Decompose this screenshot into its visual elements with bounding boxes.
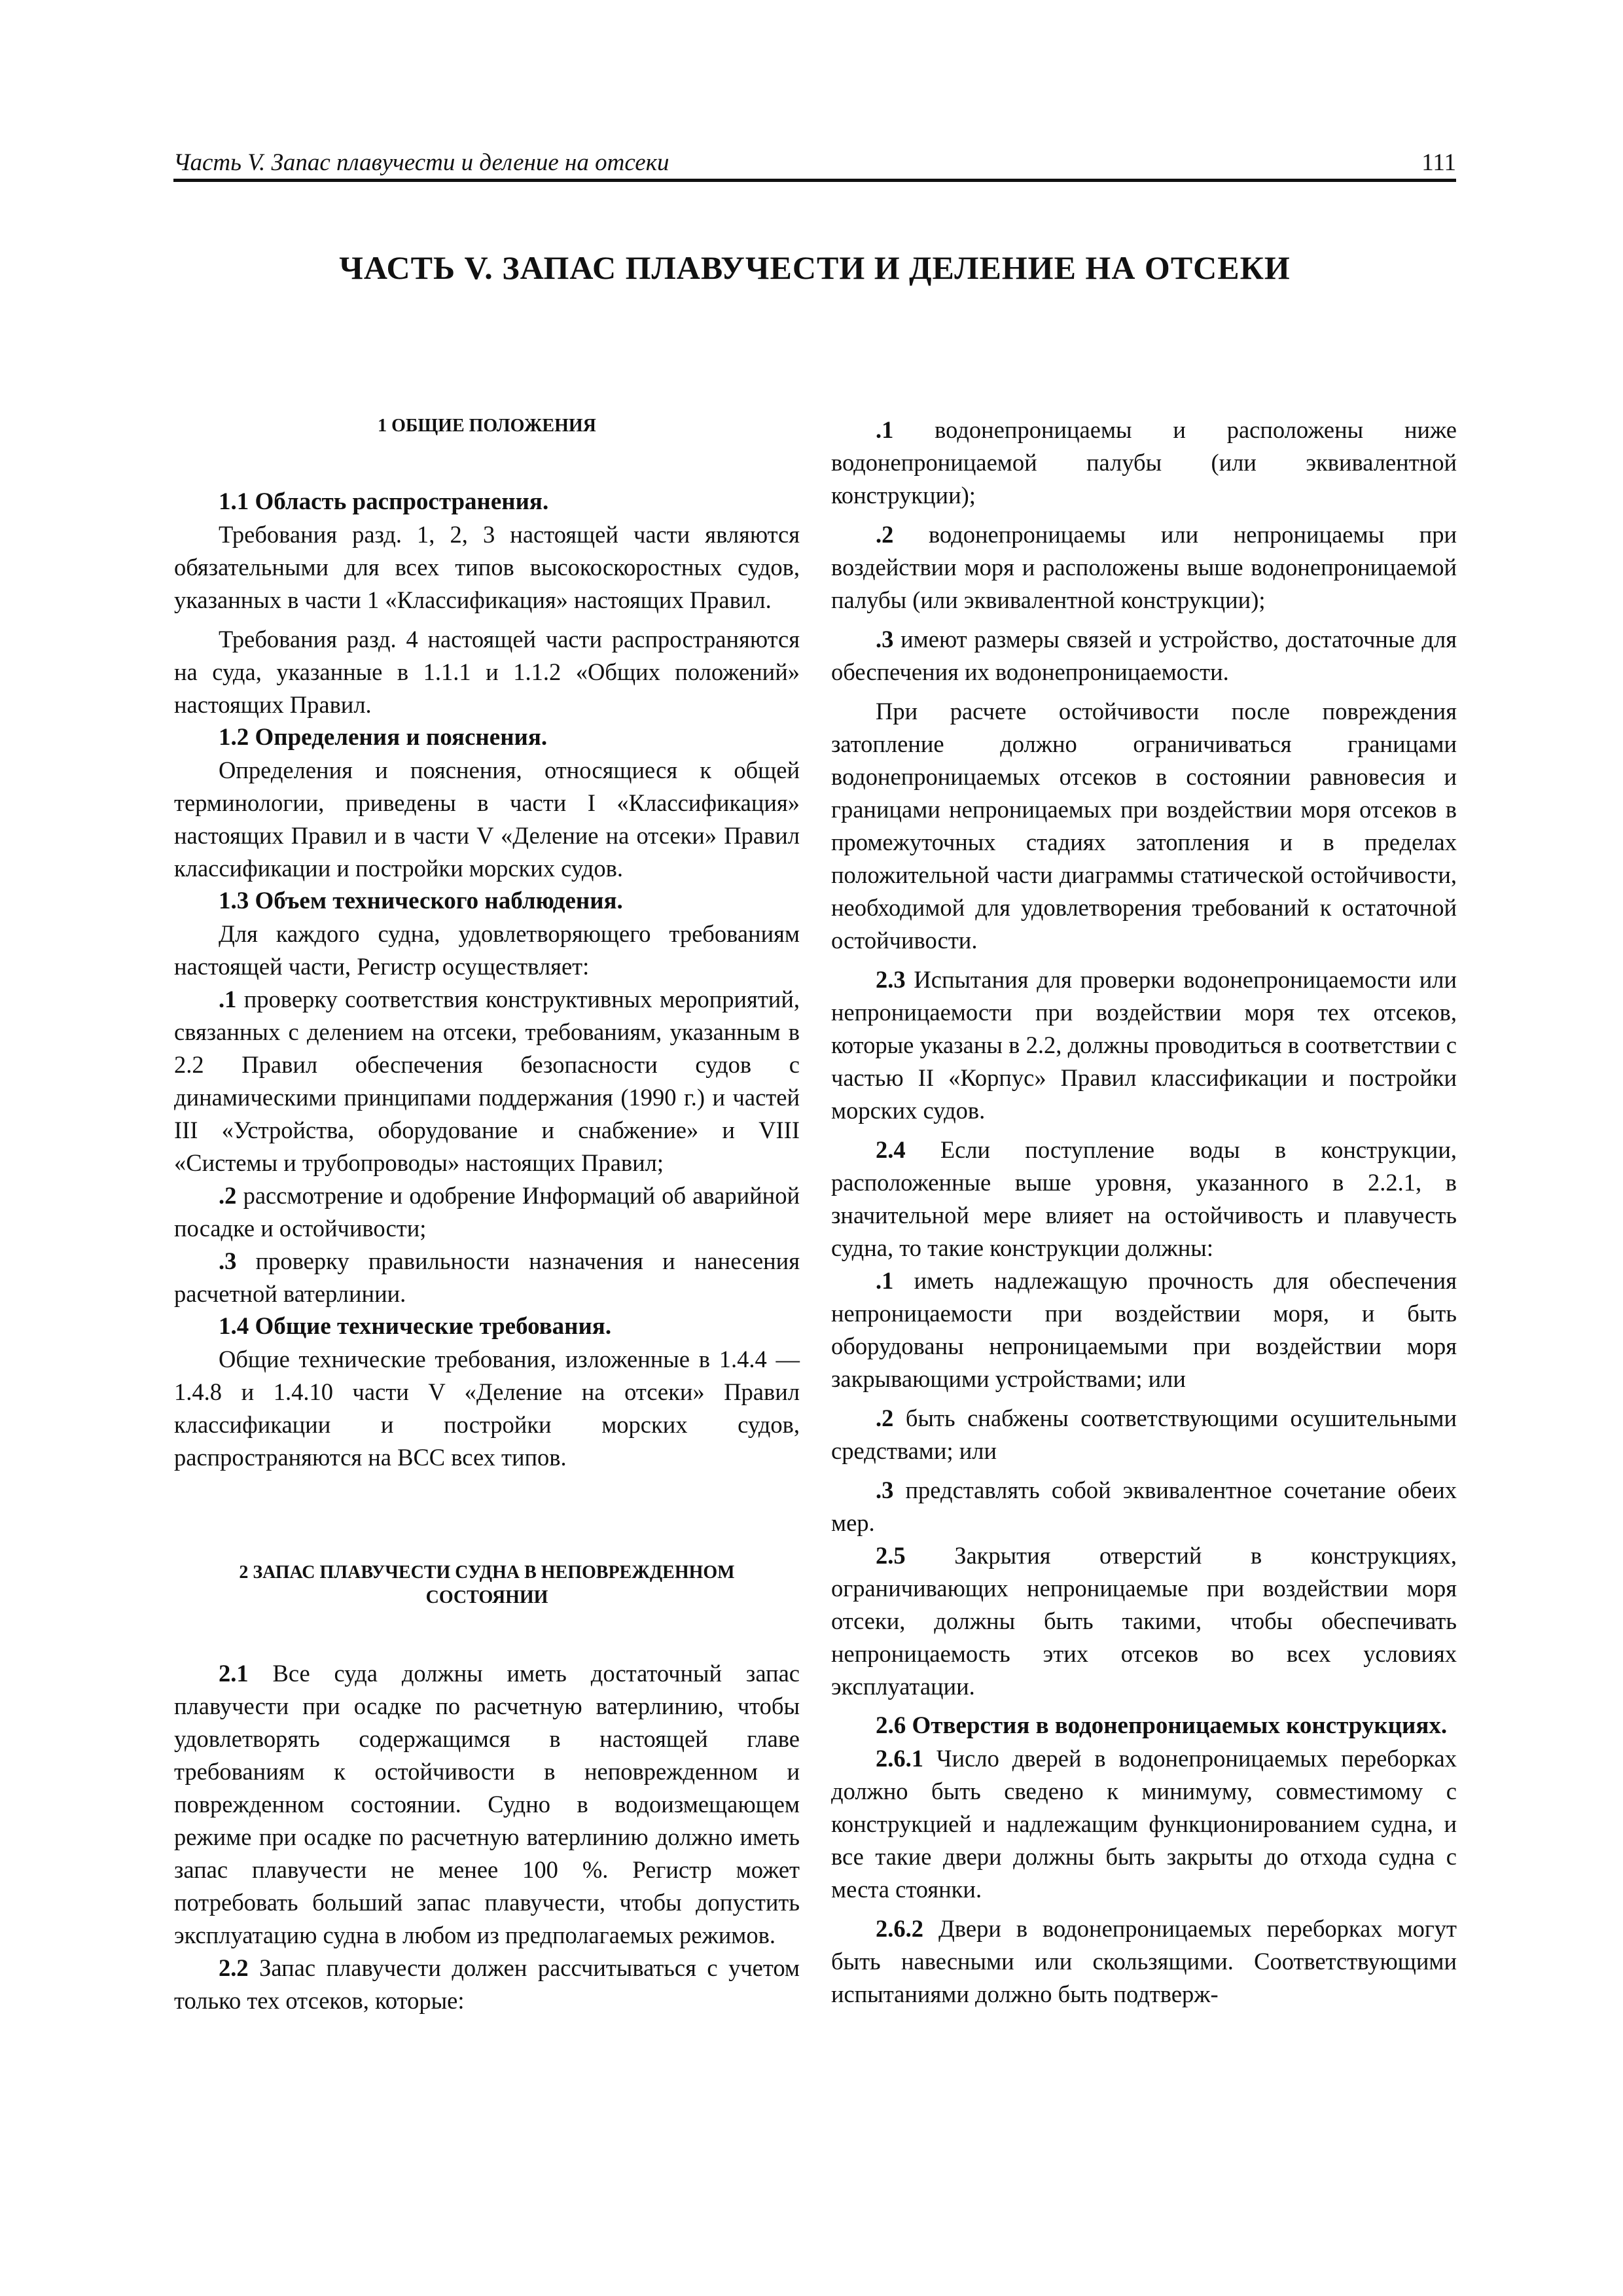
paragraph-2-6-2	[831, 1912, 1457, 2011]
list-number: .2	[876, 521, 894, 548]
running-title: Часть V. Запас плавучести и деление на отсеки	[173, 149, 669, 176]
list-number: .3	[876, 1477, 894, 1503]
clause-text: Если поступление воды в конструкции, расположенные выше уровня, указанного в 2.2.1, в значительной мере влияет на остойчивость и плавучесть судна, то такие конструкции должны:	[831, 1136, 1457, 1261]
list-item-2-2-3	[831, 623, 1457, 689]
running-header	[173, 144, 1456, 182]
paragraph-1-2: Определения и пояснения, относящиеся к общей терминологии, приведены в части I «Классификация» настоящих Правил и в части V «Деление на отсеки» Правил классификации и постройки морских судов.	[174, 757, 800, 882]
paragraph-2-4	[831, 1134, 1457, 1265]
clause-number: 2.6.1	[876, 1745, 923, 1772]
heading-1-2: 1.2 Определения и пояснения.	[219, 724, 548, 751]
clause-number: 2.1	[219, 1660, 249, 1687]
clause-text: Испытания для проверки водонепроницаемости или непроницаемости при воздействии моря тех отсеков, которые указаны в 2.2, должны проводиться в соответствии с частью II «Корпус» Правил классификации и постройки морских судов.	[831, 966, 1457, 1124]
header-rule	[173, 179, 1456, 182]
list-number: .2	[219, 1182, 237, 1209]
paragraph-2-3	[831, 963, 1457, 1127]
part-title: ЧАСТЬ V. ЗАПАС ПЛАВУЧЕСТИ И ДЕЛЕНИЕ НА ОТСЕКИ	[339, 249, 1291, 286]
heading-1-3: 1.3 Объем технического наблюдения.	[219, 888, 623, 914]
list-text: иметь надлежащую прочность для обеспечения непроницаемости при воздействии моря, и быть оборудованы непроницаемыми при воздействии моря закрывающими устройствами; или	[831, 1267, 1457, 1392]
list-item-2-4-3	[831, 1474, 1457, 1539]
paragraph-2-6-1	[831, 1742, 1457, 1906]
paragraph-2-2	[174, 1952, 800, 2017]
clause-number: 2.4	[876, 1136, 906, 1163]
list-text: водонепроницаемы и расположены ниже водонепроницаемой палубы (или эквивалентной конструкции);	[831, 416, 1457, 509]
right-column	[831, 414, 1457, 2011]
paragraph-1-1-a: Требования разд. 1, 2, 3 настоящей части являются обязательными для всех типов высокоскоростных судов, указанных в части 1 «Классификация» настоящих Правил.	[174, 521, 800, 613]
paragraph-1-3: Для каждого судна, удовлетворяющего требованиям настоящей части, Регистр осуществляет:	[174, 920, 800, 980]
clause-number: 2.6.2	[876, 1915, 923, 1942]
list-item-1-3-1	[174, 983, 800, 1179]
clause-number: 2.5	[876, 1542, 906, 1569]
list-text: представлять собой эквивалентное сочетание обеих мер.	[831, 1477, 1457, 1536]
list-item-2-4-1	[831, 1265, 1457, 1395]
clause-text: Двери в водонепроницаемых переборках могут быть навесными или скользящими. Соответствующими испытаниями должно быть подтверж-	[831, 1915, 1457, 2007]
list-item-2-2-1	[831, 414, 1457, 512]
clause-text: Число дверей в водонепроницаемых переборках должно быть сведено к минимуму, совместимому с конструкцией и надлежащим функционированием судна, и все такие двери должны быть закрыты до отхода судна с места стоянки.	[831, 1745, 1457, 1903]
paragraph-2-1	[174, 1657, 800, 1952]
heading-1-1: 1.1 Область распространения.	[219, 488, 549, 515]
paragraph-1-4: Общие технические требования, изложенные в 1.4.4 — 1.4.8 и 1.4.10 части V «Деление на отсеки» Правил классификации и постройки морских судов, распространяются на ВСС всех типов.	[174, 1346, 800, 1471]
heading-2-6: 2.6 Отверстия в водонепроницаемых конструкциях.	[876, 1712, 1448, 1739]
paragraph-1-1-b: Требования разд. 4 настоящей части распространяются на суда, указанные в 1.1.1 и 1.1.2 «Общих положений» настоящих Правил.	[174, 626, 800, 718]
section-2-title: 2 ЗАПАС ПЛАВУЧЕСТИ СУДНА В НЕПОВРЕЖДЕННОМ СОСТОЯНИИ	[239, 1562, 735, 1607]
paragraph-2-2-continued: При расчете остойчивости после повреждения затопление должно ограничиваться границами водонепроницаемых отсеков в состоянии равновесия и границами непроницаемых при воздействии моря отсеков в промежуточных стадиях затопления и в пределах положительной части диаграммы статической остойчивости, необходимой для удовлетворения требований к остаточной остойчивости.	[831, 698, 1457, 954]
list-text: имеют размеры связей и устройство, достаточные для обеспечения их водонепроницаемости.	[831, 626, 1457, 685]
list-text: рассмотрение и одобрение Информаций об аварийной посадке и остойчивости;	[174, 1182, 800, 1242]
paragraph-2-5	[831, 1539, 1457, 1703]
list-number: .2	[876, 1405, 894, 1431]
clause-text: Запас плавучести должен рассчитываться с учетом только тех отсеков, которые:	[174, 1954, 800, 2014]
list-number: .3	[876, 626, 894, 653]
list-number: .1	[876, 1267, 894, 1294]
list-number: .1	[219, 986, 237, 1013]
left-column	[174, 414, 800, 2017]
section-1-title: 1 ОБЩИЕ ПОЛОЖЕНИЯ	[378, 416, 596, 436]
clause-text: Закрытия отверстий в конструкциях, ограничивающих непроницаемые при воздействии моря отсеки, должны быть такими, чтобы обеспечивать непроницаемость этих отсеков во всех условиях эксплуатации.	[831, 1542, 1457, 1700]
list-text: быть снабжены соответствующими осушительными средствами; или	[831, 1405, 1457, 1464]
clause-number: 2.2	[219, 1954, 249, 1981]
page-number: 111	[1421, 149, 1456, 176]
list-number: .1	[876, 416, 894, 443]
list-item-2-4-2	[831, 1402, 1457, 1467]
list-text: проверку правильности назначения и нанесения расчетной ватерлинии.	[174, 1247, 800, 1307]
list-number: .3	[219, 1247, 237, 1274]
list-item-2-2-2	[831, 518, 1457, 617]
list-text: проверку соответствия конструктивных мероприятий, связанных с делением на отсеки, требованиям, указанным в 2.2 Правил обеспечения безопасности судов с динамическими принципами поддержания (1990 г.) и частей III «Устройства, оборудование и снабжение» и VIII «Системы и трубопроводы» настоящих Правил;	[174, 986, 800, 1176]
heading-1-4: 1.4 Общие технические требования.	[219, 1313, 612, 1340]
list-item-1-3-2	[174, 1179, 800, 1245]
clause-number: 2.3	[876, 966, 906, 993]
list-item-1-3-3	[174, 1245, 800, 1310]
list-text: водонепроницаемы или непроницаемы при воздействии моря и расположены выше водонепроницаемой палубы (или эквивалентной конструкции);	[831, 521, 1457, 613]
clause-text: Все суда должны иметь достаточный запас плавучести при осадке по расчетную ватерлинию, чтобы удовлетворять содержащимся в настоящей главе требованиям к остойчивости в неповрежденном и поврежденном состоянии. Судно в водоизмещающем режиме при осадке по расчетную ватерлинию должно иметь запас плавучести не менее 100 %. Регистр может потребовать больший запас плавучести, чтобы допустить эксплуатацию судна в любом из предполагаемых режимов.	[174, 1660, 800, 1948]
